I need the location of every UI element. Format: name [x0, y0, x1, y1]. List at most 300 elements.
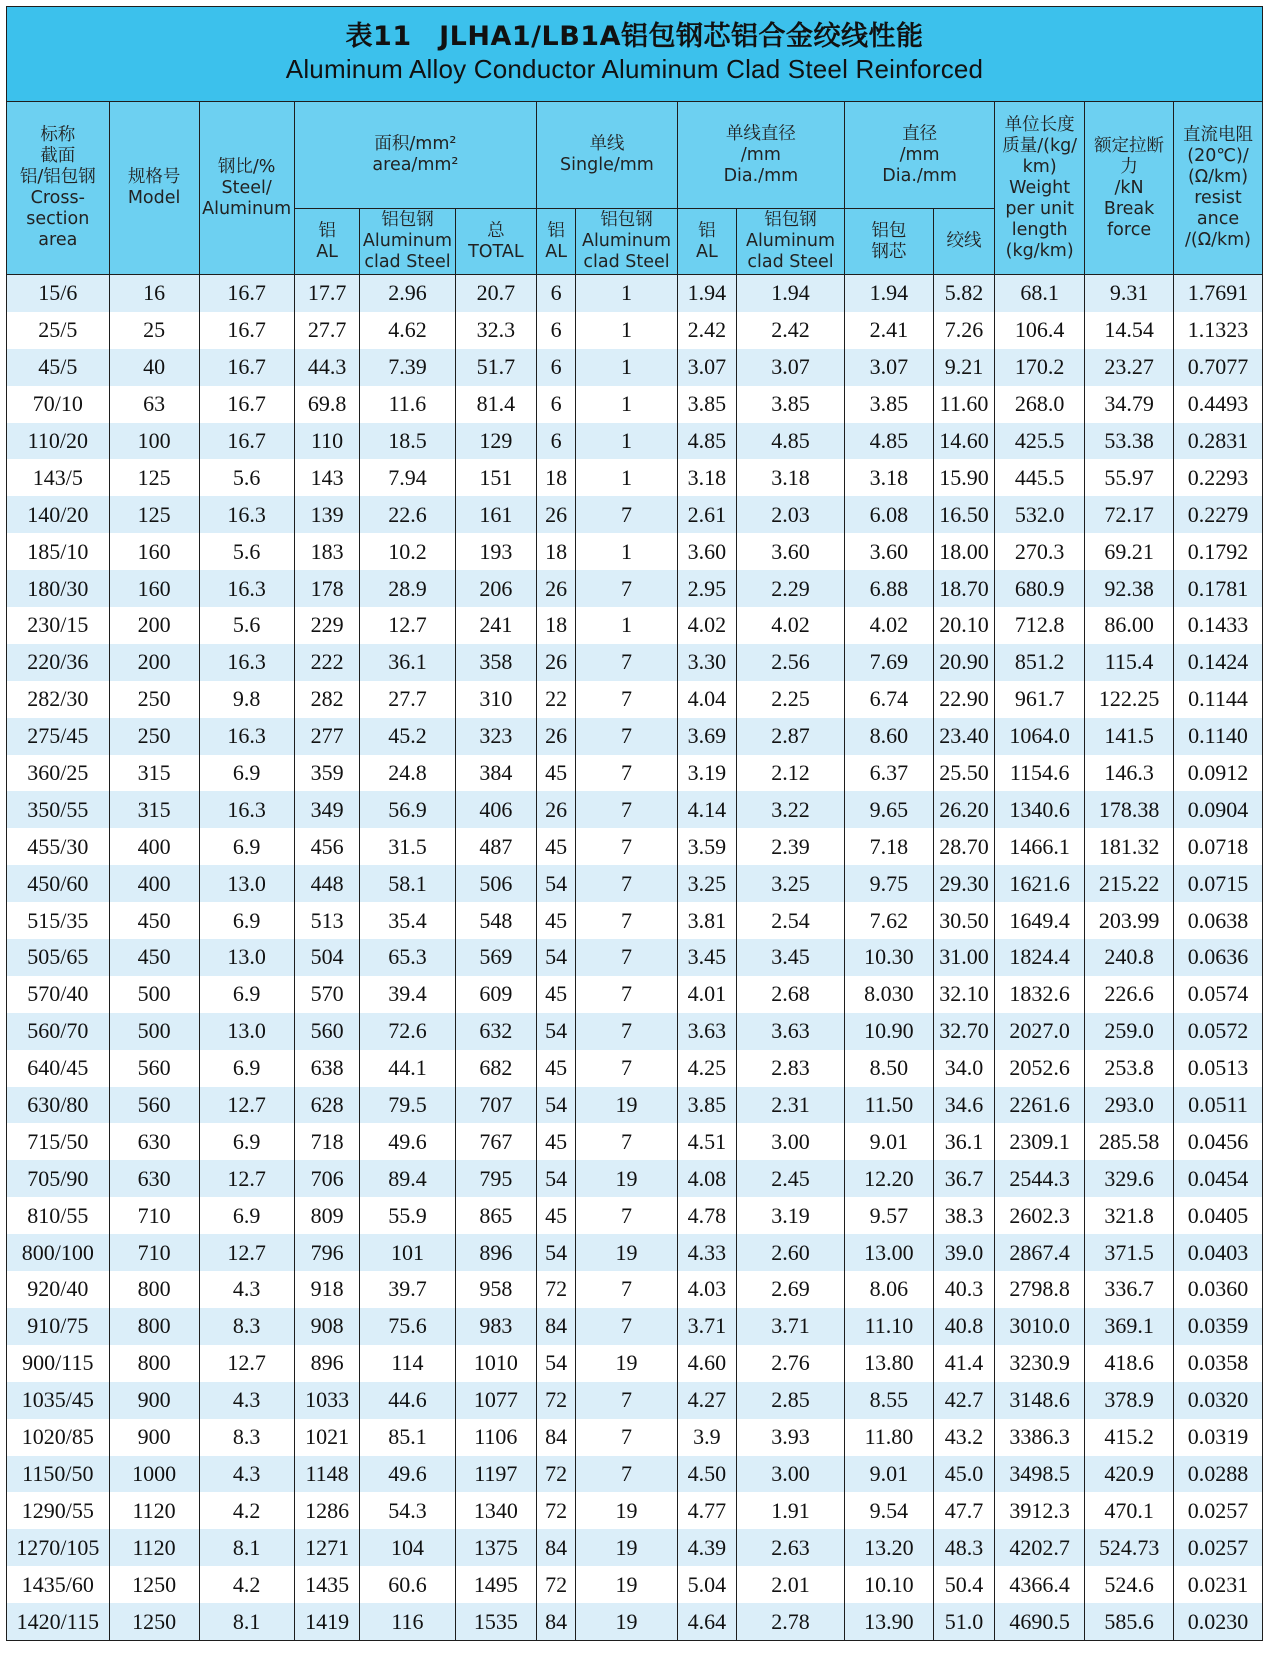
header-line: Break — [1103, 198, 1155, 219]
table-cell: 2.69 — [737, 1271, 845, 1308]
table-header — [7, 102, 1263, 275]
table-cell: 60.6 — [360, 1566, 455, 1603]
table-cell: 7 — [576, 865, 678, 902]
table-cell: 513 — [294, 902, 360, 939]
table-cell: 7.69 — [844, 644, 933, 681]
table-cell: 18.5 — [360, 423, 455, 460]
table-cell: 16 — [109, 275, 199, 312]
table-cell: 1250 — [109, 1603, 199, 1640]
table-cell: 6.74 — [844, 681, 933, 718]
table-row — [7, 1603, 1263, 1640]
table-cell: 630/80 — [7, 1087, 110, 1124]
table-cell: 110 — [294, 423, 360, 460]
table-cell: 54.3 — [360, 1492, 455, 1529]
table-cell: 851.2 — [995, 644, 1085, 681]
table-cell: 560 — [109, 1050, 199, 1087]
header-line: (Ω/km) — [1187, 167, 1249, 187]
table-cell: 9.75 — [844, 865, 933, 902]
table-cell: 18 — [537, 533, 576, 570]
table-row — [7, 1087, 1263, 1124]
header-dia — [844, 102, 994, 209]
table-cell: 371.5 — [1085, 1234, 1174, 1271]
table-cell: 6.9 — [199, 1197, 294, 1234]
table-cell: 2052.6 — [995, 1050, 1085, 1087]
table-row — [7, 718, 1263, 755]
header-force — [1085, 102, 1174, 275]
table-cell: 36.7 — [933, 1160, 994, 1197]
table-cell: 384 — [455, 755, 537, 792]
table-cell: 2.96 — [360, 275, 455, 312]
table-cell: 958 — [455, 1271, 537, 1308]
table-cell: 12.7 — [199, 1087, 294, 1124]
table-cell: 26 — [537, 496, 576, 533]
header-line: ance — [1196, 209, 1240, 229]
table-cell: 0.0360 — [1174, 1271, 1263, 1308]
table-cell: 277 — [294, 718, 360, 755]
table-row — [7, 1492, 1263, 1529]
table-cell: 1150/50 — [7, 1456, 110, 1493]
table-cell: 710 — [109, 1234, 199, 1271]
table-cell: 170.2 — [995, 349, 1085, 386]
table-cell: 400 — [109, 865, 199, 902]
header-area-total — [455, 209, 537, 275]
table-cell: 1375 — [455, 1529, 537, 1566]
table-cell: 3.81 — [677, 902, 736, 939]
table-cell: 1120 — [109, 1529, 199, 1566]
header-line: Model — [127, 188, 181, 208]
table-cell: 47.7 — [933, 1492, 994, 1529]
table-cell: 9.01 — [844, 1456, 933, 1493]
table-row — [7, 939, 1263, 976]
table-cell: 7 — [576, 902, 678, 939]
table-cell: 710 — [109, 1197, 199, 1234]
header-line: 铝包 — [871, 220, 907, 241]
table-cell: 350/55 — [7, 791, 110, 828]
table-cell: 505/65 — [7, 939, 110, 976]
table-cell: 19 — [576, 1345, 678, 1382]
table-cell: 146.3 — [1085, 755, 1174, 792]
table-cell: 161 — [455, 496, 537, 533]
table-cell: 0.1433 — [1174, 607, 1263, 644]
table-cell: 3.60 — [737, 533, 845, 570]
table-cell: 49.6 — [360, 1456, 455, 1493]
table-cell: 44.6 — [360, 1382, 455, 1419]
table-cell: 58.1 — [360, 865, 455, 902]
table-cell: 4.64 — [677, 1603, 736, 1640]
header-line: Aluminum — [202, 198, 292, 219]
table-cell: 524.6 — [1085, 1566, 1174, 1603]
table-cell: 445.5 — [995, 459, 1085, 496]
table-row — [7, 386, 1263, 423]
table-row — [7, 423, 1263, 460]
table-cell: 7.62 — [844, 902, 933, 939]
table-cell: 4.3 — [199, 1271, 294, 1308]
table-row — [7, 791, 1263, 828]
table-cell: 609 — [455, 976, 537, 1013]
table-cell: 25/5 — [7, 312, 110, 349]
table-title-en: Aluminum Alloy Conductor Aluminum Clad Steel Reinforced — [285, 54, 984, 84]
table-cell: 268.0 — [995, 386, 1085, 423]
table-cell: 1033 — [294, 1382, 360, 1419]
table-cell: 19 — [576, 1234, 678, 1271]
table-cell: 8.3 — [199, 1308, 294, 1345]
table-cell: 5.6 — [199, 533, 294, 570]
table-cell: 275/45 — [7, 718, 110, 755]
table-cell: 3148.6 — [995, 1382, 1085, 1419]
table-cell: 3010.0 — [995, 1308, 1085, 1345]
table-cell: 425.5 — [995, 423, 1085, 460]
table-cell: 7.26 — [933, 312, 994, 349]
table-cell: 2.87 — [737, 718, 845, 755]
table-cell: 12.7 — [199, 1345, 294, 1382]
table-cell: 1435/60 — [7, 1566, 110, 1603]
table-cell: 705/90 — [7, 1160, 110, 1197]
header-line: AL — [696, 241, 718, 262]
table-cell: 53.38 — [1085, 423, 1174, 460]
table-cell: 28.9 — [360, 570, 455, 607]
table-cell: 3.00 — [737, 1123, 845, 1160]
header-line: 质量/(kg/ — [1002, 135, 1078, 156]
table-cell: 1 — [576, 607, 678, 644]
header-line: 钢比/% — [217, 156, 276, 177]
table-cell: 26 — [537, 791, 576, 828]
table-cell: 178 — [294, 570, 360, 607]
header-wire-dia-steel — [737, 209, 845, 275]
table-cell: 1 — [576, 349, 678, 386]
table-cell: 72.6 — [360, 1013, 455, 1050]
header-line: resist — [1194, 188, 1242, 208]
table-cell: 0.0904 — [1174, 791, 1263, 828]
table-cell: 810/55 — [7, 1197, 110, 1234]
table-cell: 9.01 — [844, 1123, 933, 1160]
header-area — [294, 102, 536, 209]
table-cell: 4.3 — [199, 1456, 294, 1493]
table-cell: 84 — [537, 1419, 576, 1456]
table-cell: 11.10 — [844, 1308, 933, 1345]
table-cell: 0.1781 — [1174, 570, 1263, 607]
table-cell: 570/40 — [7, 976, 110, 1013]
table-cell: 920/40 — [7, 1271, 110, 1308]
table-cell: 4.03 — [677, 1271, 736, 1308]
table-cell: 5.82 — [933, 275, 994, 312]
table-cell: 6.9 — [199, 1050, 294, 1087]
table-cell: 18 — [537, 607, 576, 644]
table-cell: 56.9 — [360, 791, 455, 828]
table-cell: 100 — [109, 423, 199, 460]
table-cell: 1000 — [109, 1456, 199, 1493]
table-cell: 0.0288 — [1174, 1456, 1263, 1493]
table-cell: 10.2 — [360, 533, 455, 570]
table-cell: 45 — [537, 1050, 576, 1087]
table-cell: 22.90 — [933, 681, 994, 718]
table-cell: 9.57 — [844, 1197, 933, 1234]
table-cell: 1.94 — [677, 275, 736, 312]
table-cell: 4.77 — [677, 1492, 736, 1529]
header-line: Aluminum — [362, 231, 452, 251]
table-cell: 585.6 — [1085, 1603, 1174, 1640]
table-cell: 3.07 — [737, 349, 845, 386]
table-cell: 1 — [576, 275, 678, 312]
table-cell: 1 — [576, 423, 678, 460]
table-cell: 6.9 — [199, 976, 294, 1013]
table-cell: 3498.5 — [995, 1456, 1085, 1493]
header-line: 直流电阻 — [1183, 125, 1253, 145]
table-cell: 9.31 — [1085, 275, 1174, 312]
table-row — [7, 1566, 1263, 1603]
table-cell: 54 — [537, 1234, 576, 1271]
table-cell: 6.9 — [199, 828, 294, 865]
table-cell: 4.02 — [844, 607, 933, 644]
table-cell: 50.4 — [933, 1566, 994, 1603]
table-cell: 151 — [455, 459, 537, 496]
table-cell: 2.39 — [737, 828, 845, 865]
header-line: AL — [316, 241, 338, 262]
header-line: Single/mm — [560, 155, 654, 175]
header-dia-strand — [933, 209, 994, 275]
table-cell: 282/30 — [7, 681, 110, 718]
table-cell: 321.8 — [1085, 1197, 1174, 1234]
table-cell: 632 — [455, 1013, 537, 1050]
table-cell: 349 — [294, 791, 360, 828]
table-cell: 9.21 — [933, 349, 994, 386]
table-cell: 11.50 — [844, 1087, 933, 1124]
table-cell: 125 — [109, 496, 199, 533]
table-cell: 143 — [294, 459, 360, 496]
table-cell: 2.95 — [677, 570, 736, 607]
table-cell: 3.60 — [844, 533, 933, 570]
header-mass — [995, 102, 1085, 275]
conductor-spec-table — [6, 101, 1263, 1641]
table-cell: 3.71 — [737, 1308, 845, 1345]
table-cell: 122.25 — [1085, 681, 1174, 718]
table-cell: 2.42 — [737, 312, 845, 349]
table-row — [7, 976, 1263, 1013]
table-cell: 45 — [537, 828, 576, 865]
table-cell: 4.85 — [844, 423, 933, 460]
table-cell: 1035/45 — [7, 1382, 110, 1419]
table-cell: 8.1 — [199, 1529, 294, 1566]
header-line: /(Ω/km) — [1184, 230, 1251, 250]
table-cell: 1270/105 — [7, 1529, 110, 1566]
table-cell: 983 — [455, 1308, 537, 1345]
table-cell: 259.0 — [1085, 1013, 1174, 1050]
table-cell: 2261.6 — [995, 1087, 1085, 1124]
table-cell: 25.50 — [933, 755, 994, 792]
table-cell: 500 — [109, 1013, 199, 1050]
table-cell: 1495 — [455, 1566, 537, 1603]
table-cell: 2798.8 — [995, 1271, 1085, 1308]
table-cell: 20.10 — [933, 607, 994, 644]
table-cell: 456 — [294, 828, 360, 865]
table-cell: 6.9 — [199, 1123, 294, 1160]
table-cell: 28.70 — [933, 828, 994, 865]
header-line: TOTAL — [468, 241, 524, 262]
header-line: Weight — [1009, 177, 1071, 198]
table-cell: 45 — [537, 902, 576, 939]
table-cell: 3.22 — [737, 791, 845, 828]
table-cell: 3.30 — [677, 644, 736, 681]
header-wire-dia — [677, 102, 844, 209]
table-row — [7, 312, 1263, 349]
table-cell: 682 — [455, 1050, 537, 1087]
table-cell: 203.99 — [1085, 902, 1174, 939]
table-cell: 139 — [294, 496, 360, 533]
table-cell: 6.9 — [199, 902, 294, 939]
table-cell: 20.7 — [455, 275, 537, 312]
table-cell: 240.8 — [1085, 939, 1174, 976]
header-line: 单位长度 — [1004, 114, 1075, 135]
table-cell: 3.63 — [677, 1013, 736, 1050]
table-row — [7, 865, 1263, 902]
table-cell: 2309.1 — [995, 1123, 1085, 1160]
table-cell: 10.10 — [844, 1566, 933, 1603]
table-cell: 630 — [109, 1160, 199, 1197]
table-cell: 110/20 — [7, 423, 110, 460]
table-cell: 4.2 — [199, 1566, 294, 1603]
table-cell: 63 — [109, 386, 199, 423]
table-cell: 16.3 — [199, 644, 294, 681]
table-cell: 193 — [455, 533, 537, 570]
header-line: 铝包钢 — [381, 210, 434, 230]
table-cell: 180/30 — [7, 570, 110, 607]
table-cell: 6 — [537, 423, 576, 460]
table-cell: 6 — [537, 275, 576, 312]
table-cell: 0.0319 — [1174, 1419, 1263, 1456]
table-cell: 104 — [360, 1529, 455, 1566]
header-line: 直径 — [902, 123, 938, 144]
table-cell: 767 — [455, 1123, 537, 1160]
table-cell: 13.0 — [199, 1013, 294, 1050]
table-cell: 84 — [537, 1603, 576, 1640]
header-line: 铝 — [547, 220, 565, 241]
table-cell: 1250 — [109, 1566, 199, 1603]
table-row — [7, 349, 1263, 386]
table-cell: 2.85 — [737, 1382, 845, 1419]
table-cell: 1.91 — [737, 1492, 845, 1529]
table-cell: 0.1792 — [1174, 533, 1263, 570]
table-cell: 418.6 — [1085, 1345, 1174, 1382]
table-cell: 72 — [537, 1566, 576, 1603]
header-line: 钢芯 — [871, 241, 907, 262]
table-cell: 9.8 — [199, 681, 294, 718]
table-cell: 900 — [109, 1382, 199, 1419]
table-cell: 75.6 — [360, 1308, 455, 1345]
header-line: (kg/km) — [1005, 240, 1074, 261]
table-cell: 30.50 — [933, 902, 994, 939]
table-cell: 2.41 — [844, 312, 933, 349]
table-row — [7, 1197, 1263, 1234]
table-cell: 406 — [455, 791, 537, 828]
table-cell: 241 — [455, 607, 537, 644]
table-cell: 229 — [294, 607, 360, 644]
table-cell: 630 — [109, 1123, 199, 1160]
table-cell: 2.60 — [737, 1234, 845, 1271]
table-cell: 0.0715 — [1174, 865, 1263, 902]
table-cell: 253.8 — [1085, 1050, 1174, 1087]
header-steel-ratio — [199, 102, 294, 275]
table-cell: 45 — [537, 976, 576, 1013]
table-cell: 41.4 — [933, 1345, 994, 1382]
table-cell: 2.03 — [737, 496, 845, 533]
table-cell: 2027.0 — [995, 1013, 1085, 1050]
header-line: 额定拉断 — [1094, 135, 1165, 156]
table-cell: 40.3 — [933, 1271, 994, 1308]
table-cell: 4.62 — [360, 312, 455, 349]
table-cell: 470.1 — [1085, 1492, 1174, 1529]
table-cell: 378.9 — [1085, 1382, 1174, 1419]
table-cell: 22 — [537, 681, 576, 718]
table-cell: 450 — [109, 939, 199, 976]
header-line: 铝包钢 — [600, 210, 653, 230]
table-cell: 7 — [576, 1419, 678, 1456]
header-line: /mm — [740, 144, 781, 165]
header-cross-section — [7, 102, 110, 275]
table-cell: 961.7 — [995, 681, 1085, 718]
table-cell: 4.51 — [677, 1123, 736, 1160]
table-cell: 27.7 — [360, 681, 455, 718]
table-cell: 800 — [109, 1345, 199, 1382]
table-cell: 504 — [294, 939, 360, 976]
table-cell: 450 — [109, 902, 199, 939]
table-cell: 450/60 — [7, 865, 110, 902]
table-cell: 8.3 — [199, 1419, 294, 1456]
header-line: /mm — [899, 144, 940, 165]
table-cell: 3386.3 — [995, 1419, 1085, 1456]
table-cell: 19 — [576, 1087, 678, 1124]
table-cell: 7 — [576, 1013, 678, 1050]
table-cell: 26 — [537, 718, 576, 755]
table-cell: 2.76 — [737, 1345, 845, 1382]
table-cell: 26 — [537, 644, 576, 681]
table-cell: 39.0 — [933, 1234, 994, 1271]
table-cell: 1271 — [294, 1529, 360, 1566]
table-cell: 1466.1 — [995, 828, 1085, 865]
table-cell: 0.0257 — [1174, 1529, 1263, 1566]
table-cell: 8.55 — [844, 1382, 933, 1419]
table-cell: 4.85 — [737, 423, 845, 460]
table-cell: 1 — [576, 533, 678, 570]
table-cell: 48.3 — [933, 1529, 994, 1566]
header-single-steel — [576, 209, 678, 275]
table-cell: 4.14 — [677, 791, 736, 828]
table-cell: 36.1 — [933, 1123, 994, 1160]
table-cell: 918 — [294, 1271, 360, 1308]
table-cell: 570 — [294, 976, 360, 1013]
table-cell: 3912.3 — [995, 1492, 1085, 1529]
header-line: Dia./mm — [723, 165, 799, 186]
table-cell: 4.02 — [677, 607, 736, 644]
table-cell: 1064.0 — [995, 718, 1085, 755]
table-cell: 315 — [109, 755, 199, 792]
table-row — [7, 607, 1263, 644]
table-cell: 69.8 — [294, 386, 360, 423]
table-title-cn: 表11 JLHA1/LB1A铝包钢芯铝合金绞线性能 — [345, 21, 924, 52]
table-cell: 1148 — [294, 1456, 360, 1493]
table-cell: 54 — [537, 1345, 576, 1382]
table-cell: 360/25 — [7, 755, 110, 792]
table-cell: 16.50 — [933, 496, 994, 533]
table-cell: 329.6 — [1085, 1160, 1174, 1197]
table-cell: 7 — [576, 939, 678, 976]
header-line: area — [38, 230, 78, 250]
table-cell: 7 — [576, 1308, 678, 1345]
table-cell: 359 — [294, 755, 360, 792]
table-cell: 7.39 — [360, 349, 455, 386]
table-cell: 0.0403 — [1174, 1234, 1263, 1271]
table-cell: 415.2 — [1085, 1419, 1174, 1456]
header-line: 铝 — [318, 220, 336, 241]
table-cell: 3.85 — [844, 386, 933, 423]
